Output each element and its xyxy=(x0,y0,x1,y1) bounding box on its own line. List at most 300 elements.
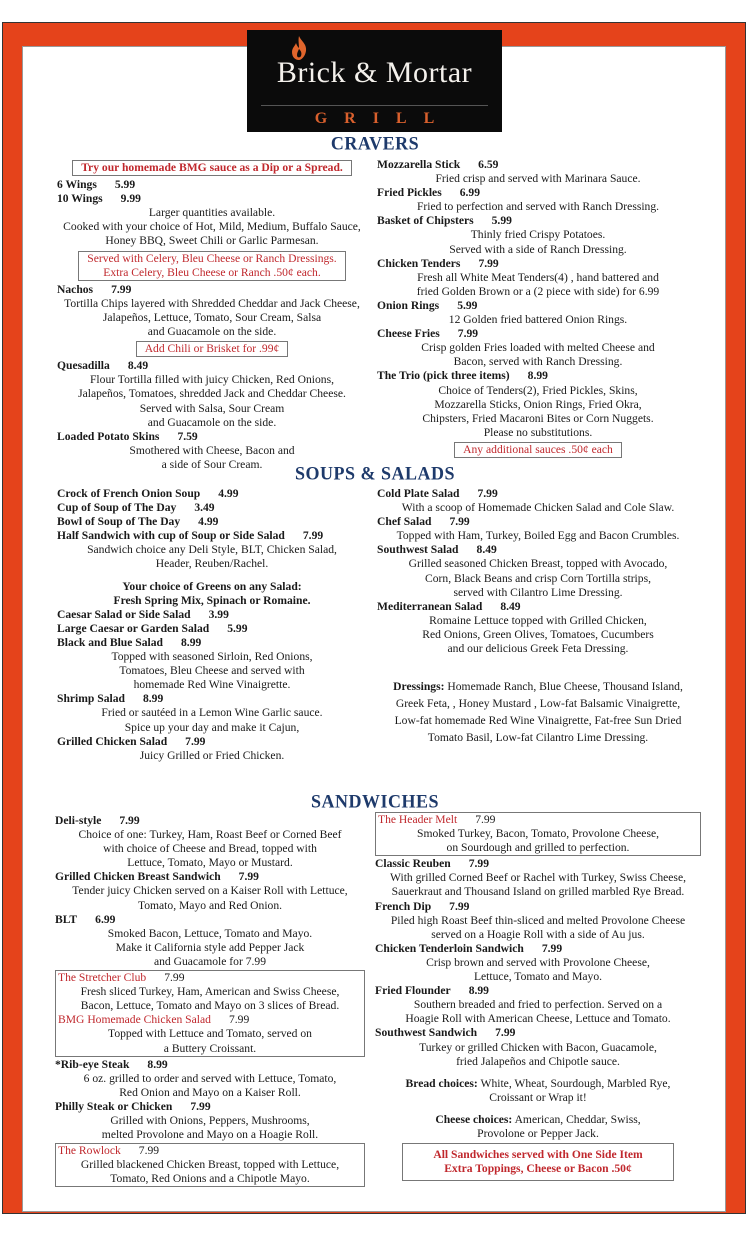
info-text: Homemade Ranch, Blue Cheese, Thousand Island, xyxy=(447,680,683,694)
menu-item xyxy=(377,257,699,299)
description-line: Grilled blackened Chicken Breast, topped with Lettuce, xyxy=(80,1158,340,1172)
item-price: 7.99 xyxy=(449,515,470,529)
description-line: Turkey or grilled Chicken with Bacon, Guacamole, xyxy=(419,1040,657,1054)
description-line: with choice of Cheese and Bread, topped with xyxy=(103,842,317,856)
menu-item xyxy=(57,692,367,734)
item-price: 8.99 xyxy=(527,369,548,383)
info-line xyxy=(375,1077,701,1091)
item-name: The Rowlock xyxy=(58,1144,121,1158)
info-text: Tomato Basil, Low-fat Cilantro Lime Dressing. xyxy=(427,731,649,745)
item-description xyxy=(55,1114,365,1142)
menu-item xyxy=(57,735,367,763)
item-description xyxy=(377,529,699,543)
logo-sub-text: GRILL xyxy=(314,110,452,127)
item-name: BLT xyxy=(55,912,78,926)
menu-item-header xyxy=(57,515,367,529)
menu-item-header xyxy=(375,942,701,956)
menu-item-header xyxy=(57,283,367,297)
cravers-left-column xyxy=(57,158,367,472)
menu-item-header xyxy=(55,913,365,927)
description-line: Spice up your day and make it Cajun, xyxy=(124,720,300,734)
item-name: Quesadilla xyxy=(57,359,110,373)
info-line xyxy=(377,678,699,695)
soups-left-column xyxy=(57,487,367,763)
item-description xyxy=(377,557,699,599)
item-description xyxy=(58,985,362,1013)
item-description xyxy=(377,271,699,299)
menu-item-header xyxy=(57,529,367,543)
menu-item xyxy=(375,942,701,984)
menu-item xyxy=(375,1026,701,1068)
item-description xyxy=(375,998,701,1026)
description-line: Larger quantities available. xyxy=(148,206,276,220)
info-line xyxy=(375,1127,701,1141)
item-price: 7.99 xyxy=(457,327,479,341)
section-heading-cravers: CRAVERS xyxy=(330,132,420,154)
item-description xyxy=(57,706,367,734)
description-line: Grilled with Onions, Peppers, Mushrooms, xyxy=(110,1113,310,1127)
info-text: Greek Feta, , Honey Mustard , Low-fat Balsamic Vinaigrette, xyxy=(395,697,681,711)
item-name: BMG Homemade Chicken Salad xyxy=(58,1013,211,1027)
item-name: Grilled Chicken Salad xyxy=(57,734,168,748)
soups-right-column xyxy=(377,487,699,746)
description-line: fried Golden Brown or a (2 piece with side) for 6.99 xyxy=(416,284,660,298)
description-line: a Buttery Croissant. xyxy=(163,1041,257,1055)
menu-item-header xyxy=(375,1026,701,1040)
item-name: Cup of Soup of The Day xyxy=(57,501,177,515)
item-name: 6 Wings xyxy=(57,178,97,192)
item-name: Southwest Sandwich xyxy=(375,1026,478,1040)
item-description xyxy=(57,650,367,692)
description-line: Romaine Lettuce topped with Grilled Chicken, xyxy=(429,613,647,627)
info-line xyxy=(57,594,367,608)
cravers-right-column xyxy=(377,158,699,460)
menu-item-header xyxy=(57,636,367,650)
menu-item xyxy=(57,283,367,339)
item-description xyxy=(58,1027,362,1055)
item-price: 7.99 xyxy=(477,487,498,500)
menu-item-header xyxy=(55,870,365,884)
description-line: and Guacamole on the side. xyxy=(147,415,277,429)
menu-item xyxy=(55,814,365,870)
item-price: 7.99 xyxy=(119,814,140,827)
item-description xyxy=(55,1072,365,1100)
menu-item xyxy=(377,327,699,369)
menu-item-header xyxy=(378,813,698,827)
item-name: Shrimp Salad xyxy=(57,692,125,706)
description-line: on Sourdough and grilled to perfection. xyxy=(446,841,630,855)
menu-item xyxy=(57,192,367,248)
menu-item xyxy=(58,1013,362,1055)
item-price: 7.99 xyxy=(478,256,499,270)
menu-item-header xyxy=(377,299,699,313)
menu-item-header xyxy=(57,608,367,622)
item-price: 7.99 xyxy=(495,1026,516,1040)
restaurant-logo xyxy=(247,30,502,132)
item-description xyxy=(377,614,699,656)
description-line: Hoagie Roll with American Cheese, Lettuce and Tomato. xyxy=(405,1012,671,1026)
item-price: 4.99 xyxy=(198,515,219,529)
description-line: homemade Red Wine Vinaigrette. xyxy=(133,678,291,692)
note-line: All Sandwiches served with One Side Item xyxy=(433,1148,643,1162)
item-price: 7.99 xyxy=(449,899,470,913)
description-line: Chipsters, Fried Macaroni Bites or Corn Nuggets. xyxy=(422,411,654,425)
menu-item xyxy=(375,900,701,942)
info-line xyxy=(377,712,699,729)
info-label: Bread choices: xyxy=(405,1076,478,1090)
item-name: Grilled Chicken Breast Sandwich xyxy=(55,870,221,884)
info-block xyxy=(57,580,367,608)
menu-item-header xyxy=(57,501,367,515)
description-line: Topped with Ham, Turkey, Boiled Egg and Bacon Crumbles. xyxy=(396,529,680,543)
sandwiches-right-column xyxy=(375,811,701,1183)
menu-item-header xyxy=(377,369,699,383)
item-name: Southwest Salad xyxy=(377,543,459,557)
description-line: Choice of one: Turkey, Ham, Roast Beef or Corned Beef xyxy=(78,828,342,842)
item-price: 3.49 xyxy=(194,501,215,515)
description-line: Make it California style add Pepper Jack xyxy=(115,940,305,954)
description-line: Sandwich choice any Deli Style, BLT, Chicken Salad, xyxy=(87,543,337,557)
item-description xyxy=(375,914,701,942)
menu-item xyxy=(57,359,367,429)
description-line: Fried to perfection and served with Ranch Dressing. xyxy=(416,200,660,214)
info-text: White, Wheat, Sourdough, Marbled Rye, xyxy=(480,1076,671,1090)
menu-item-header xyxy=(57,359,367,373)
item-description xyxy=(58,1158,362,1186)
description-line: Tomato, Mayo and Red Onion. xyxy=(137,898,283,912)
item-name: Fried Flounder xyxy=(375,984,451,998)
description-line: Topped with seasoned Sirloin, Red Onions, xyxy=(111,650,313,664)
featured-items-box xyxy=(375,812,701,856)
item-name: The Stretcher Club xyxy=(58,971,147,985)
menu-item-header xyxy=(377,214,699,228)
info-text: Your choice of Greens on any Salad: xyxy=(122,579,302,593)
promo-note-box xyxy=(454,442,622,458)
item-price: 3.99 xyxy=(208,607,229,621)
menu-item xyxy=(378,813,698,855)
menu-item-header xyxy=(377,257,699,271)
info-text: American, Cheddar, Swiss, xyxy=(514,1112,641,1126)
promo-note xyxy=(377,442,699,458)
item-description xyxy=(57,297,367,339)
menu-item-header xyxy=(58,971,362,985)
menu-item xyxy=(375,857,701,899)
item-name: Classic Reuben xyxy=(375,857,451,871)
item-price: 8.49 xyxy=(127,359,149,373)
note-line: Try our homemade BMG sauce as a Dip or a Spread. xyxy=(81,161,343,174)
description-line: Thinly fried Crispy Potatoes. xyxy=(470,228,606,242)
menu-item xyxy=(55,1058,365,1100)
item-name: Basket of Chipsters xyxy=(377,214,474,228)
description-line: Served with a side of Ranch Dressing. xyxy=(449,242,627,256)
menu-item xyxy=(57,515,367,529)
item-price: 7.99 xyxy=(190,1099,211,1113)
item-description xyxy=(375,956,701,984)
menu-item xyxy=(377,515,699,543)
item-price: 7.59 xyxy=(177,429,198,443)
menu-item-header xyxy=(55,1058,365,1072)
promo-note-box xyxy=(136,341,289,357)
item-name: Black and Blue Salad xyxy=(57,635,163,649)
description-line: Served with Salsa, Sour Cream xyxy=(139,401,285,415)
menu-item-header xyxy=(377,515,699,529)
item-price: 7.99 xyxy=(185,734,206,748)
description-line: Crisp brown and served with Provolone Cheese, xyxy=(426,955,650,969)
description-line: Sauerkraut and Thousand Island on grilled marbled Rye Bread. xyxy=(391,885,685,899)
note-line: Served with Celery, Bleu Cheese or Ranch Dressings. xyxy=(87,251,337,265)
item-name: The Header Melt xyxy=(378,813,458,826)
menu-item-header xyxy=(375,984,701,998)
info-block xyxy=(377,678,699,746)
description-line: Fried or sautéed in a Lemon Wine Garlic sauce. xyxy=(101,706,323,720)
info-text: Croissant or Wrap it! xyxy=(489,1090,587,1104)
promo-note-box xyxy=(78,251,345,281)
item-name: Caesar Salad or Side Salad xyxy=(57,607,191,621)
description-line: Mozzarella Sticks, Onion Rings, Fried Okra, xyxy=(434,397,642,411)
menu-item-header xyxy=(375,900,701,914)
menu-item-header xyxy=(375,857,701,871)
description-line: Bacon, Lettuce, Tomato and Mayo on 3 slices of Bread. xyxy=(80,999,340,1013)
item-description xyxy=(375,871,701,899)
info-text: Fresh Spring Mix, Spinach or Romaine. xyxy=(113,593,311,607)
menu-item-header xyxy=(57,430,367,444)
description-line: 12 Golden fried battered Onion Rings. xyxy=(448,313,628,327)
menu-item-header xyxy=(57,692,367,706)
info-label: Cheese choices: xyxy=(435,1112,513,1126)
item-price: 5.99 xyxy=(491,214,512,228)
item-price: 9.99 xyxy=(120,192,141,206)
menu-item-header xyxy=(57,178,367,192)
logo-brand-text: Brick & Mortar xyxy=(276,56,473,89)
menu-item xyxy=(377,487,699,515)
item-name: Mozzarella Stick xyxy=(377,158,461,171)
menu-item xyxy=(377,543,699,599)
item-name: Loaded Potato Skins xyxy=(57,429,160,443)
description-line: Crisp golden Fries loaded with melted Cheese and xyxy=(421,341,655,355)
item-name: Chicken Tenderloin Sandwich xyxy=(375,941,524,955)
item-name: Chef Salad xyxy=(377,515,432,529)
item-name: Large Caesar or Garden Salad xyxy=(57,621,210,635)
menu-item-header xyxy=(57,192,367,206)
info-block xyxy=(375,1113,701,1141)
description-line: served on a Hoagie Roll with a side of Au jus. xyxy=(431,927,645,941)
promo-note-box xyxy=(72,160,352,176)
item-price: 7.99 xyxy=(541,941,563,955)
description-line: Smoked Bacon, Lettuce, Tomato and Mayo. xyxy=(107,926,313,940)
description-line: fried Jalapeños and Chipotle sauce. xyxy=(456,1054,620,1068)
note-line: Extra Toppings, Cheese or Bacon .50¢ xyxy=(444,1162,632,1176)
item-description xyxy=(377,384,699,440)
description-line: Grilled seasoned Chicken Breast, topped with Avocado, xyxy=(408,557,668,571)
promo-note xyxy=(57,251,367,281)
menu-item xyxy=(377,299,699,327)
item-name: Cold Plate Salad xyxy=(377,487,460,500)
sandwiches-left-column xyxy=(55,814,365,1188)
item-price: 7.99 xyxy=(238,870,259,884)
menu-item-header xyxy=(377,186,699,200)
item-description xyxy=(57,373,367,429)
description-line: 6 oz. grilled to order and served with Lettuce, Tomato, xyxy=(83,1071,337,1085)
item-price: 7.99 xyxy=(468,857,489,871)
description-line: Juicy Grilled or Fried Chicken. xyxy=(139,748,285,762)
note-line: Add Chili or Brisket for .99¢ xyxy=(144,342,280,356)
menu-item xyxy=(57,636,367,692)
item-name: Onion Rings xyxy=(377,298,440,312)
item-name: Deli-style xyxy=(55,814,102,827)
item-price: 7.99 xyxy=(111,282,132,296)
promo-note xyxy=(57,160,367,176)
menu-item-header xyxy=(58,1144,362,1158)
menu-item-header xyxy=(57,622,367,636)
description-line: Choice of Tenders(2), Fried Pickles, Skins, xyxy=(438,383,638,397)
menu-item-header xyxy=(57,735,367,749)
description-line: Smoked Turkey, Bacon, Tomato, Provolone Cheese, xyxy=(417,827,659,841)
item-price: 6.99 xyxy=(95,912,116,926)
promo-note-box xyxy=(402,1143,673,1181)
description-line: and our delicious Greek Feta Dressing. xyxy=(447,642,629,656)
menu-item xyxy=(58,971,362,1013)
menu-item xyxy=(57,501,367,515)
item-description xyxy=(377,200,699,214)
item-name: Fried Pickles xyxy=(377,186,442,200)
info-text: Provolone or Pepper Jack. xyxy=(477,1126,599,1140)
description-line: Corn, Black Beans and crisp Corn Tortilla strips, xyxy=(425,571,651,585)
menu-item-header xyxy=(58,1013,362,1027)
item-price: 6.59 xyxy=(478,158,499,171)
menu-item-header xyxy=(55,814,365,828)
menu-item-header xyxy=(55,1100,365,1114)
menu-item xyxy=(58,1144,362,1186)
description-line: a side of Sour Cream. xyxy=(161,457,263,471)
note-line: Any additional sauces .50¢ each xyxy=(463,442,613,456)
note-line: Extra Celery, Bleu Cheese or Ranch .50¢ each. xyxy=(103,265,321,279)
menu-item xyxy=(55,913,365,969)
item-description xyxy=(55,884,365,912)
item-price: 8.49 xyxy=(500,599,521,613)
item-price: 5.99 xyxy=(114,178,136,192)
menu-item xyxy=(57,608,367,622)
menu-item-header xyxy=(377,543,699,557)
menu-item-header xyxy=(377,327,699,341)
description-line: With a scoop of Homemade Chicken Salad and Cole Slaw. xyxy=(401,501,675,515)
item-price: 7.99 xyxy=(302,529,324,543)
featured-items-box xyxy=(55,970,365,1057)
item-name: Crock of French Onion Soup xyxy=(57,487,201,500)
description-line: Smothered with Cheese, Bacon and xyxy=(129,443,295,457)
item-price: 8.99 xyxy=(147,1057,168,1071)
item-price: 6.99 xyxy=(459,186,481,200)
item-price: 5.99 xyxy=(227,621,248,635)
item-description xyxy=(377,501,699,515)
menu-item-header xyxy=(57,487,367,501)
item-description xyxy=(377,341,699,369)
menu-item xyxy=(377,186,699,214)
description-line: Tortilla Chips layered with Shredded Cheddar and Jack Cheese, xyxy=(64,296,360,310)
description-line: With grilled Corned Beef or Rachel with Turkey, Swiss Cheese, xyxy=(390,871,686,885)
description-line: Topped with Lettuce and Tomato, served on xyxy=(108,1027,312,1041)
description-line: Jalapeños, Lettuce, Tomato, Sour Cream, Salsa xyxy=(102,310,322,324)
item-name: Mediterranean Salad xyxy=(377,599,483,613)
description-line: Header, Reuben/Rachel. xyxy=(155,557,269,571)
info-line xyxy=(375,1091,701,1105)
section-heading-sandwiches: SANDWICHES xyxy=(310,790,440,812)
item-price: 5.99 xyxy=(457,298,478,312)
description-line: Red Onions, Green Olives, Tomatoes, Cucumbers xyxy=(422,627,654,641)
menu-item xyxy=(55,1100,365,1142)
item-description xyxy=(377,228,699,256)
item-price: 8.99 xyxy=(142,692,164,706)
description-line: Lettuce, Tomato and Mayo. xyxy=(473,970,603,984)
item-description xyxy=(57,749,367,763)
description-line: Red Onion and Mayo on a Kaiser Roll. xyxy=(119,1085,301,1099)
description-line: and Guacamole for 7.99 xyxy=(153,954,267,968)
item-name: The Trio (pick three items) xyxy=(377,369,510,383)
description-line: Tomatoes, Bleu Cheese and served with xyxy=(119,664,305,678)
description-line: Southern breaded and fried to perfection. Served on a xyxy=(413,998,663,1012)
info-label: Dressings: xyxy=(393,680,445,694)
featured-items-box xyxy=(55,1143,365,1187)
menu-item xyxy=(57,529,367,571)
item-price: 8.99 xyxy=(181,635,202,649)
info-block xyxy=(375,1077,701,1105)
description-line: Fresh sliced Turkey, Ham, American and Swiss Cheese, xyxy=(80,985,340,999)
item-name: Cheese Fries xyxy=(377,327,440,341)
menu-item-header xyxy=(377,600,699,614)
item-price: 7.99 xyxy=(475,813,496,826)
description-line: Jalapeños, Tomatoes, shredded Jack and Cheddar Cheese. xyxy=(78,387,346,401)
description-line: melted Provolone and Mayo on a Hoagie Roll. xyxy=(101,1128,319,1142)
menu-item-header xyxy=(377,487,699,501)
item-name: Nachos xyxy=(57,282,94,296)
description-line: Tomato, Red Onions and a Chipotle Mayo. xyxy=(110,1172,310,1186)
description-line: Tender juicy Chicken served on a Kaiser Roll with Lettuce, xyxy=(72,884,348,898)
item-description xyxy=(55,927,365,969)
item-name: Chicken Tenders xyxy=(377,256,461,270)
menu-item xyxy=(55,870,365,912)
description-line: Lettuce, Tomato, Mayo or Mustard. xyxy=(127,856,293,870)
section-heading-soups-salads: SOUPS & SALADS xyxy=(294,462,456,484)
menu-item xyxy=(377,158,699,186)
item-description xyxy=(57,543,367,571)
info-line xyxy=(377,695,699,712)
item-description xyxy=(55,828,365,870)
item-description xyxy=(377,172,699,186)
info-line xyxy=(375,1113,701,1127)
item-name: Philly Steak or Chicken xyxy=(55,1099,173,1113)
description-line: Bacon, served with Ranch Dressing. xyxy=(453,355,623,369)
item-price: 7.99 xyxy=(164,971,185,985)
menu-item xyxy=(57,622,367,636)
item-name: *Rib-eye Steak xyxy=(55,1057,130,1071)
menu-item xyxy=(375,984,701,1026)
menu-item xyxy=(57,487,367,501)
info-line xyxy=(377,729,699,746)
item-description xyxy=(377,313,699,327)
menu-item xyxy=(377,214,699,256)
description-line: and Guacamole on the side. xyxy=(147,325,277,339)
menu-item xyxy=(57,178,367,192)
menu-item xyxy=(377,600,699,656)
description-line: Cooked with your choice of Hot, Mild, Medium, Buffalo Sauce, xyxy=(63,220,361,234)
item-description xyxy=(378,827,698,855)
description-line: Fresh all White Meat Tenders(4) , hand battered and xyxy=(417,270,659,284)
description-line: Fried crisp and served with Marinara Sauce. xyxy=(435,172,641,186)
menu-item-header xyxy=(377,158,699,172)
item-price: 4.99 xyxy=(218,487,239,500)
item-name: French Dip xyxy=(375,899,432,913)
item-name: Half Sandwich with cup of Soup or Side Salad xyxy=(57,529,285,543)
info-line xyxy=(57,580,367,594)
